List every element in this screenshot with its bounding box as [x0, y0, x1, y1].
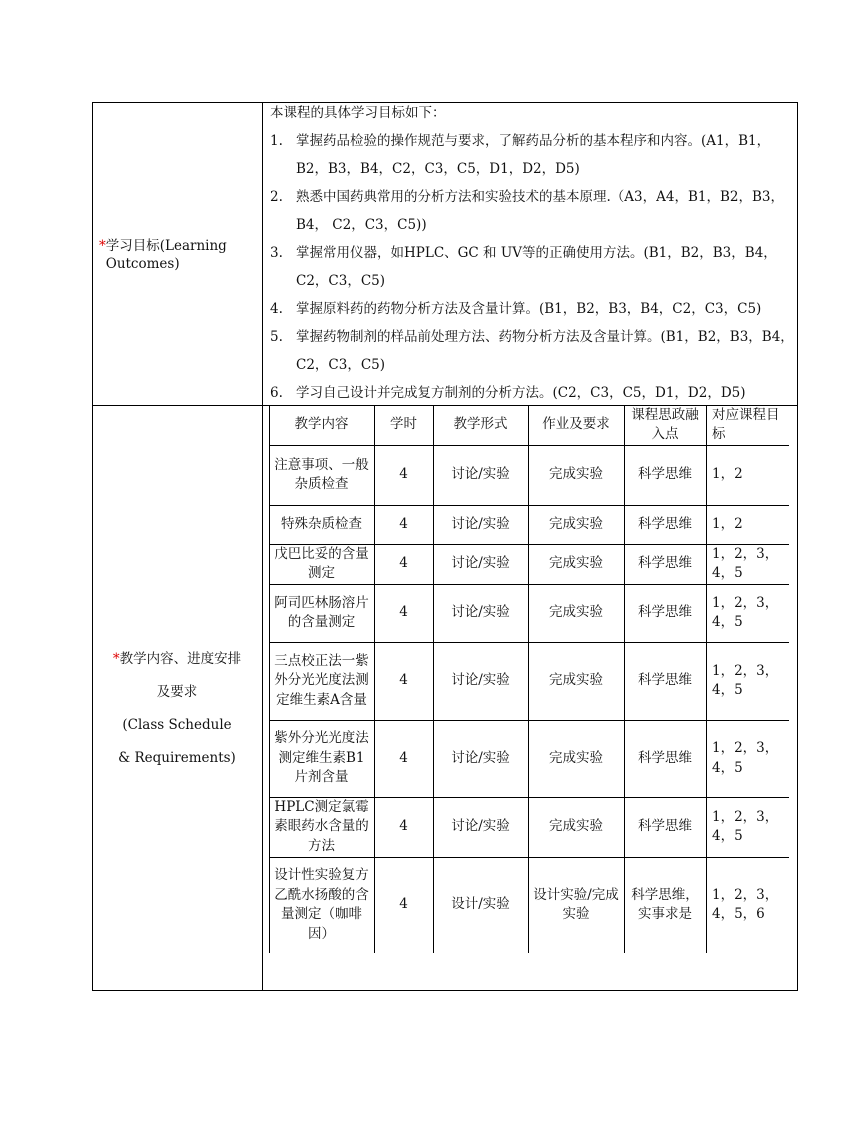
outcomes-content: [270, 99, 795, 407]
table-cell: 科学思维，实事求是: [631, 886, 699, 922]
table-cell: 完成实验: [549, 515, 603, 532]
table-cell: 完成实验: [549, 818, 603, 835]
table-cell: 科学思维: [638, 515, 692, 532]
table-cell: 4: [399, 604, 408, 621]
table-cell: 4: [399, 466, 408, 483]
table-cell: 1，2，3，4，5: [712, 594, 779, 630]
table-cell: HPLC测定氯霉素眼药水含量的方法: [274, 798, 369, 854]
table-cell: 完成实验: [549, 555, 603, 572]
table-cell: 三点校正法一紫外分光光度法测定维生素A含量: [274, 652, 369, 708]
table-cell: 完成实验: [549, 672, 603, 689]
outcome-number: 4.: [270, 301, 283, 317]
required-mark: *: [112, 651, 120, 667]
table-cell: 科学思维: [638, 672, 692, 689]
table-cell: 讨论/实验: [451, 818, 510, 835]
table-cell: 1，2，3，4，5，6: [712, 886, 779, 922]
outcome-item: [270, 295, 795, 323]
schedule-label-en: & Requirements): [118, 750, 236, 766]
table-header-cell: 作业及要求: [542, 416, 610, 433]
outcome-item: [270, 183, 795, 239]
outcome-number: 1.: [270, 133, 283, 149]
table-cell: 特殊杂质检查: [281, 515, 362, 532]
outcome-number: 5.: [270, 329, 283, 345]
table-cell: 1，2，3，4，5: [712, 662, 779, 698]
table-cell: 讨论/实验: [451, 515, 510, 532]
table-cell: 1，2: [712, 515, 743, 532]
table-header-cell: 学时: [390, 416, 417, 433]
table-cell: 完成实验: [549, 466, 603, 483]
table-header-cell: 课程思政融入点: [631, 406, 699, 442]
table-cell: 讨论/实验: [451, 672, 510, 689]
table-cell: 科学思维: [638, 466, 692, 483]
table-cell: 设计性实验复方乙酰水扬酸的含量测定（咖啡因）: [274, 867, 369, 942]
table-cell: 戊巴比妥的含量测定: [274, 545, 369, 581]
outcome-text: 掌握常用仪器，如HPLC、GC 和 UV等的正确使用方法。(B1，B2，B3，B4，C2，C3，C5): [296, 245, 777, 289]
outcome-item: [270, 239, 795, 295]
table-cell: 4: [399, 515, 408, 532]
schedule-label: [92, 643, 262, 775]
table-cell: 科学思维: [638, 818, 692, 835]
outcome-number: 6.: [270, 385, 283, 401]
outcome-text: 学习自己设计并完成复方制剂的分析方法。(C2，C3，C5，D1，D2，D5): [296, 385, 746, 401]
required-mark: *: [99, 238, 106, 254]
table-cell: 完成实验: [549, 604, 603, 621]
table-cell: 阿司匹林肠溶片的含量测定: [274, 594, 369, 630]
table-cell: 1，2，3，4，5: [712, 740, 779, 776]
outcome-number: 3.: [270, 245, 283, 261]
outcome-text: 熟悉中国药典常用的分析方法和实验技术的基本原理.（A3，A4，B1，B2，B3，B4， C2，C3，C5)): [296, 189, 784, 233]
outcomes-intro: 本课程的具体学习目标如下：: [270, 105, 446, 121]
outcome-number: 2.: [270, 189, 283, 205]
table-cell: 讨论/实验: [451, 604, 510, 621]
outcome-text: 掌握原料药的药物分析方法及含量计算。(B1，B2，B3，B4，C2，C3，C5): [296, 301, 762, 317]
schedule-label-cn: 教学内容、进度安排: [119, 651, 242, 667]
table-header-cell: 对应课程目标: [712, 406, 780, 442]
table-cell: 1，2，3，4，5: [712, 808, 779, 844]
table-cell: 科学思维: [638, 555, 692, 572]
table-cell: 1，2: [712, 466, 743, 483]
table-cell: 4: [399, 555, 408, 572]
table-cell: 设计实验/完成实验: [533, 886, 619, 922]
outcome-text: 掌握药品检验的操作规范与要求，了解药品分析的基本程序和内容。(A1，B1，B2，B3，B4，C2，C3，C5，D1，D2，D5): [296, 133, 771, 177]
table-cell: 4: [399, 896, 408, 913]
outcomes-label: [99, 237, 246, 273]
outcome-item: [270, 323, 795, 379]
divider: [262, 102, 263, 991]
table-cell: 讨论/实验: [451, 466, 510, 483]
table-cell: 4: [399, 749, 408, 766]
outcome-item: [270, 127, 795, 183]
table-cell: 科学思维: [638, 749, 692, 766]
table-cell: 讨论/实验: [451, 555, 510, 572]
table-header-cell: 教学形式: [453, 416, 508, 433]
schedule-label-cn: 及要求: [156, 684, 198, 700]
schedule-label-en: (Class Schedule: [122, 717, 232, 733]
outcomes-label-text: 学习目标(Learning Outcomes): [105, 238, 227, 272]
table-cell: 4: [399, 818, 408, 835]
table-cell: 科学思维: [638, 604, 692, 621]
table-cell: 完成实验: [549, 749, 603, 766]
outcome-text: 掌握药物制剂的样品前处理方法、药物分析方法及含量计算。(B1，B2，B3，B4， C2，C3，C5): [296, 329, 794, 373]
table-cell: 紫外分光光度法测定维生素B1片剂含量: [274, 730, 369, 786]
outcome-item: [270, 379, 795, 407]
table-cell: 4: [399, 672, 408, 689]
table-cell: 1，2，3，4，5: [712, 545, 779, 581]
table-cell: 注意事项、一般杂质检查: [274, 456, 369, 492]
table-cell: 设计/实验: [451, 896, 510, 913]
table-cell: 讨论/实验: [451, 749, 510, 766]
table-header-cell: 教学内容: [294, 416, 349, 433]
